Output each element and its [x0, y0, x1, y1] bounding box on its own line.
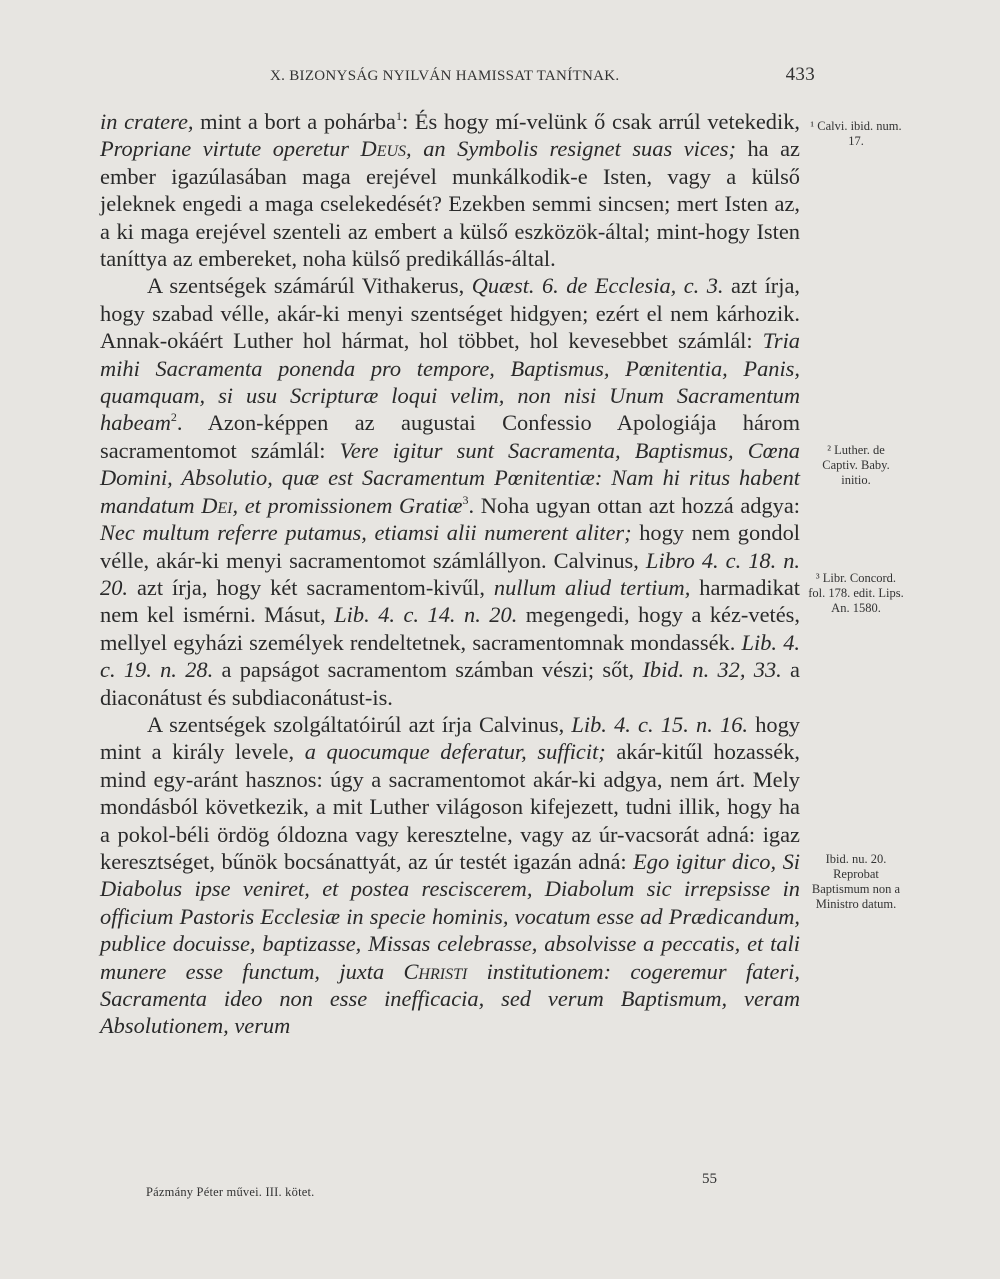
- text-span: : És hogy mí-velünk ő csak arrúl vetekedik,: [401, 109, 800, 134]
- text-span: Dei,: [201, 492, 239, 518]
- text-span: mint a bort a pohárba: [193, 109, 396, 134]
- text-span: azt írja, hogy két sacramentom-kivűl,: [128, 574, 494, 600]
- signature-mark: 55: [702, 1171, 717, 1187]
- footnote-ref-3: 3: [462, 492, 469, 507]
- text-span: A szentségek számárúl Vithakerus,: [147, 273, 472, 299]
- text-span: in cratere,: [100, 109, 194, 134]
- text-span: Ego igitur dico, Si Diabolus ipse veniret, et postea resciscerem, Diabolum sic irrepsisse in officium Pastoris Ecclesiæ in specie hominis, vocatum esse ad Prædicandum, publice docuisse, baptizasse, Missas celebrasse, absolvisse a peccatis, et tali munere esse functum, juxta: [100, 848, 800, 984]
- text-span: institutionem: cogeremur fateri, Sacramenta ideo non esse inefficacia, sed verum Baptismum, veram Absolutionem, verum: [100, 958, 800, 1039]
- text-span: . Azon-képpen az augustai Confessio Apologiája három sacramentomot számlál:: [100, 410, 800, 463]
- text-span: megengedi, hogy a kéz-vetés, mellyel egyházi személyek rendeltetnek, sacramentomnak mondassék.: [100, 602, 800, 655]
- text-span: A szentségek szolgáltatóirúl azt írja Calvinus,: [147, 711, 572, 737]
- text-span: harmadikat nem kel ismérni. Másut,: [100, 574, 801, 628]
- text-span: Quæst. 6. de Ecclesia, c. 3.: [471, 273, 724, 299]
- text-span: Nec multum referre putamus, etiamsi alii numerent aliter;: [100, 520, 632, 546]
- margin-note-3: ³ Libr. Concord. fol. 178. edit. Lips. An. 1580.: [808, 571, 904, 615]
- text-span: an Symbolis resignet suas vices;: [411, 136, 736, 162]
- text-span: Tria mihi Sacramenta ponenda pro tempore, Baptismus, Pœnitentia, Panis, quamquam, si usu Scripturæ loqui velim, non nisi Unum Sacramentum habeam: [100, 328, 800, 436]
- text-span: a diaconátust és subdiaconátust-is.: [100, 657, 800, 710]
- text-span: Lib. 4. c. 15. n. 16.: [571, 711, 748, 737]
- text-span: azt írja, hogy szabad vélle, akár-ki menyi szentséget hidgyen; ezért el nem kárhozik. Annak-okáért Luther hol hármat, hol többet, hol kevesebbet számlál:: [100, 273, 801, 354]
- footer-imprint: Pázmány Péter művei. III. kötet.: [146, 1185, 315, 1199]
- text-span: Christi: [403, 958, 468, 984]
- text-span: hogy nem gondol vélle, akár-ki menyi sacramentomot számlállyon. Calvinus,: [100, 520, 800, 573]
- running-header: [270, 64, 815, 90]
- paragraph-3: [100, 711, 800, 1040]
- text-span: akár-kitűl hozassék, mind egy-aránt hasznos: úgy a sacramentomot akár-ki adgya, nem árt. Mely mondásból következik, a mit Luther világoson kifejezett, tudni illik, hogy ha a pokol-béli ördög óldozna vagy keresztelne, vagy az úr-vacsorát adná: igaz keresztséget, bűnök bocsánattyát, az úr testét igazán adná:: [100, 739, 800, 874]
- text-span: . Noha ugyan ottan azt hozzá adgya:: [468, 492, 801, 518]
- margin-note-4: Ibid. nu. 20. Reprobat Baptismum non a Ministro datum.: [811, 852, 901, 911]
- text-span: nullum aliud tertium,: [493, 574, 691, 600]
- text-span: Vere igitur sunt Sacramenta, Baptismus, Cœna Domini, Absolutio, quæ est Sacramentum Pœnitentiæ: Nam hi ritus habent mandatum: [100, 437, 800, 518]
- text-span: et promissionem Gratiæ: [238, 492, 463, 518]
- page-number: 433: [785, 64, 815, 85]
- main-text: [100, 108, 800, 1040]
- text-span: Lib. 4. c. 14. n. 20.: [334, 602, 518, 628]
- text-span: ha az ember igazúlasában maga erejével munkálkodik-e Isten, vagy a külső jeleknek engedi a maga cselekedését? Ezekben semmi sincsen; mert Isten az, a ki maga erejével szenteli az embert a külső eszközök-által; mint-hogy Isten taníttya az embereket, noha külső predikállás-által.: [100, 136, 800, 272]
- text-span: hogy mint a király levele,: [100, 711, 800, 765]
- paragraph-1: [100, 108, 800, 272]
- footnote-ref-2: 2: [170, 410, 177, 425]
- text-span: Ibid. n. 32, 33.: [642, 657, 782, 683]
- footnote-ref-1: 1: [395, 109, 402, 123]
- text-span: Propriane virtute operetur: [100, 136, 361, 162]
- margin-note-2: ² Luther. de Captiv. Baby. initio.: [822, 443, 890, 487]
- paragraph-2: [100, 272, 800, 711]
- text-span: a quocumque deferatur, sufficit;: [304, 739, 606, 765]
- text-span: Deus,: [360, 136, 412, 162]
- text-span: a papságot sacramentom számban vészi; sőt,: [213, 657, 643, 683]
- margin-note-1: ¹ Calvi. ibid. num. 17.: [810, 119, 902, 148]
- text-span: Lib. 4. c. 19. n. 28.: [100, 629, 800, 683]
- running-title: X. BIZONYSÁG NYILVÁN HAMISSAT TANÍTNAK.: [270, 68, 620, 84]
- text-span: Libro 4. c. 18. n. 20.: [100, 547, 800, 600]
